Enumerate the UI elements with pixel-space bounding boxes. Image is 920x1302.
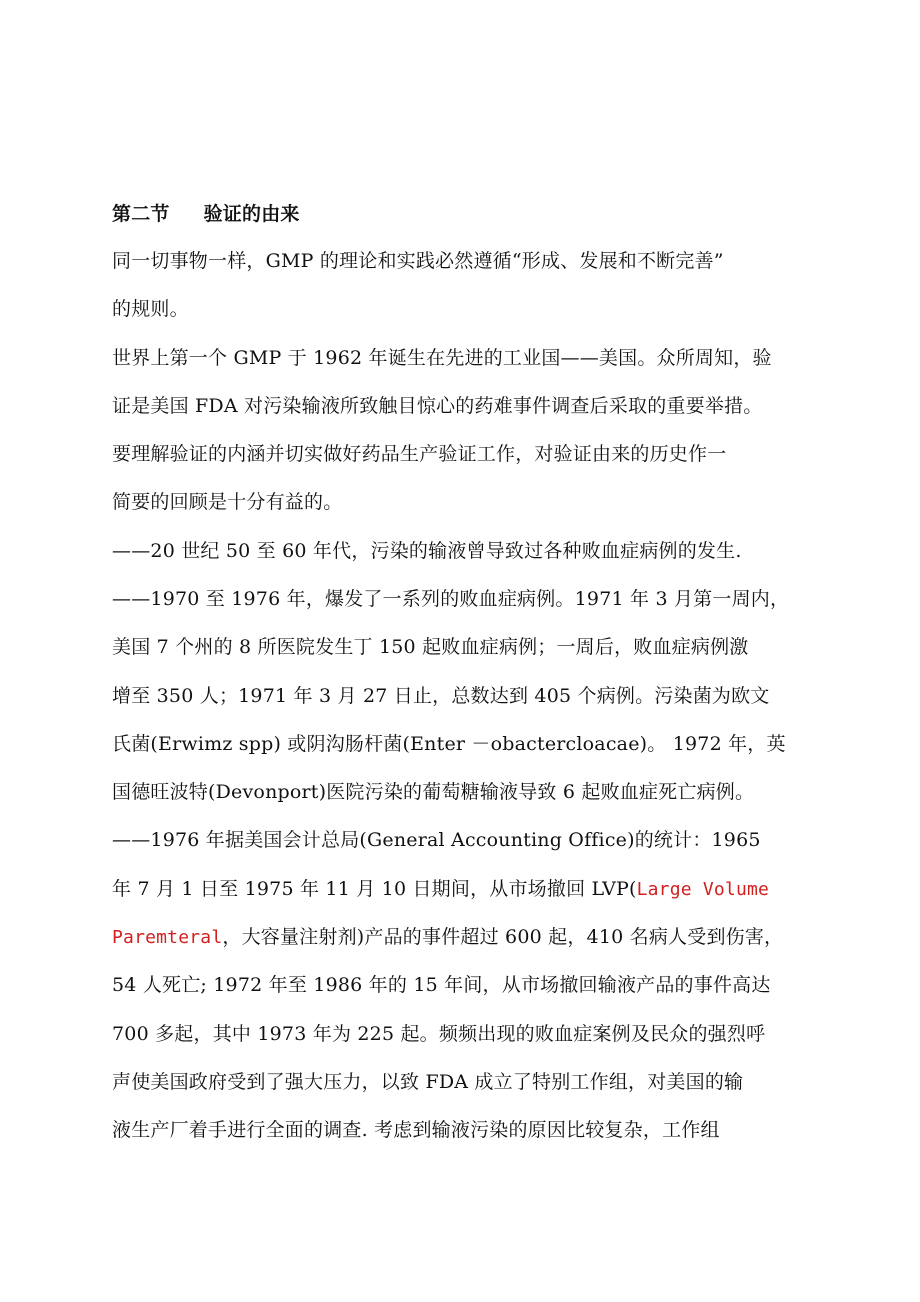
paragraph-line: ——20 世纪 50 至 60 年代，污染的输液曾导致过各种败血症病例的发生.: [112, 540, 742, 562]
paragraph-line: 国德旺波特(Devonport)医院污染的葡萄糖输液导致 6 起败血症死亡病例。: [112, 781, 755, 803]
paragraph-line: 氏菌(Erwimz spp) 或阴沟肠杆菌(Enter －obactercloacae)。 1972 年，英: [112, 733, 786, 755]
highlighted-term: Paremteral: [112, 927, 223, 948]
line-text: 年 7 月 1 日至 1975 年 11 月 10 日期间，从市场撤回 LVP(: [112, 878, 637, 900]
paragraph-line: [112, 924, 783, 951]
paragraph-line: 的规则。: [112, 298, 189, 320]
paragraph-line: 要理解验证的内涵并切实做好药品生产验证工作，对验证由来的历史作一: [112, 443, 727, 465]
paragraph-line: 美国 7 个州的 8 所医院发生丁 150 起败血症病例；一周后，败血症病例激: [112, 636, 749, 658]
line-text: ，大容量注射剂)产品的事件超过 600 起，410 名病人受到伤害，: [222, 926, 784, 948]
paragraph-line: ——1970 至 1976 年，爆发了一系列的败血症病例。1971 年 3 月第一周内，: [112, 588, 790, 610]
paragraph-line: 简要的回顾是十分有益的。: [112, 491, 343, 513]
paragraph-line: 增至 350 人；1971 年 3 月 27 日止，总数达到 405 个病例。污染菌为欧文: [112, 685, 770, 707]
section-heading: [112, 201, 300, 227]
section-title: 验证的由来: [203, 203, 300, 225]
highlighted-term: Large Volume: [636, 879, 770, 900]
paragraph-line: 证是美国 FDA 对污染输液所致触目惊心的药难事件调查后采取的重要举措。: [112, 395, 763, 417]
paragraph-line: 700 多起，其中 1973 年为 225 起。频频出现的败血症案例及民众的强烈呼: [112, 1023, 766, 1045]
paragraph-line: ——1976 年据美国会计总局(General Accounting Office)的统计：1965: [112, 829, 761, 851]
paragraph-line: 54 人死亡; 1972 年至 1986 年的 15 年间，从市场撤回输液产品的事件高达: [112, 974, 771, 996]
paragraph-line: 声使美国政府受到了强大压力，以致 FDA 成立了特别工作组，对美国的输: [112, 1071, 744, 1093]
paragraph-line: [112, 876, 769, 903]
paragraph-line: 同一切事物一样，GMP 的理论和实践必然遵循“形成、发展和不断完善”: [112, 250, 724, 272]
section-number: 第二节: [112, 203, 170, 225]
paragraph-line: 世界上第一个 GMP 于 1962 年诞生在先进的工业国——美国。众所周知，验: [112, 347, 772, 369]
paragraph-line: 液生产厂着手进行全面的调查. 考虑到输液污染的原因比较复杂，工作组: [112, 1119, 720, 1141]
